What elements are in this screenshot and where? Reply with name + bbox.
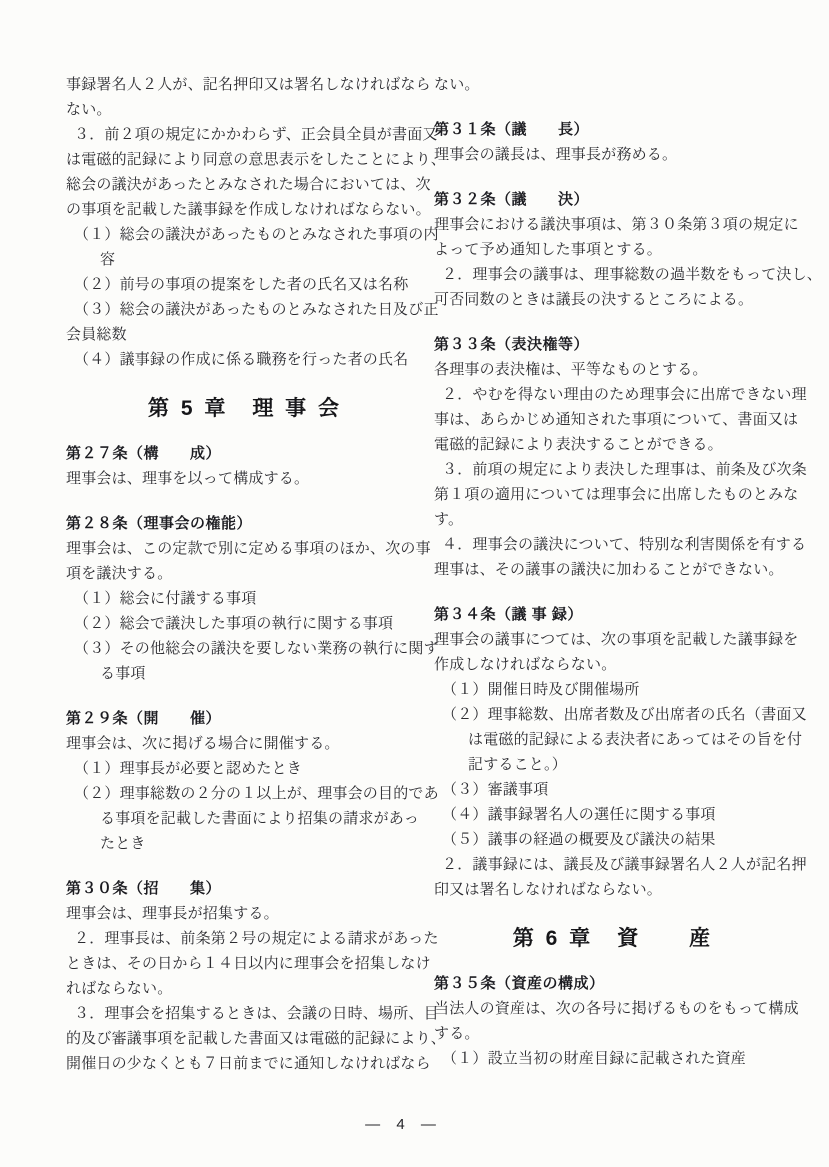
text-line: 理事会の議事につては、次の事項を記載した議事録を bbox=[434, 631, 799, 648]
article-heading: 第２８条（理事会の権能） bbox=[66, 515, 253, 532]
text-line: 理事会は、この定款で別に定める事項のほか、次の事 bbox=[66, 540, 431, 557]
text-line: （５）議事の経過の概要及び議決の結果 bbox=[442, 831, 716, 848]
text-line: ない。 bbox=[434, 76, 480, 93]
text-line: （４）議事録の作成に係る職務を行った者の氏名 bbox=[74, 351, 409, 368]
text-line: 容 bbox=[100, 251, 116, 268]
article-heading: 第３５条（資産の構成） bbox=[434, 975, 605, 992]
text-line: （４）議事録署名人の選任に関する事項 bbox=[442, 806, 716, 823]
text-line: 項を議決する。 bbox=[66, 565, 173, 582]
text-line: は電磁的記録により同意の意思表示をしたことにより、 bbox=[66, 151, 447, 168]
text-line: （２）前号の事項の提案をした者の氏名又は名称 bbox=[74, 276, 409, 293]
text-line: 会員総数 bbox=[66, 326, 127, 343]
text-line: ３．前項の規定により表決した理事は、前条及び次条 bbox=[442, 461, 807, 478]
chapter-heading: 第 5 章 理 事 会 bbox=[147, 397, 343, 420]
text-line: （１）設立当初の財産目録に記載された資産 bbox=[442, 1050, 747, 1067]
article-heading: 第３４条（議 事 録） bbox=[434, 606, 583, 623]
text-line: は電磁的記録による表決者にあってはその旨を付 bbox=[468, 731, 803, 748]
article-heading: 第３３条（表決権等） bbox=[434, 336, 590, 353]
text-line: ２．理事長は、前条第２号の規定による請求があった bbox=[74, 930, 439, 947]
article-heading: 第３２条（議 決） bbox=[434, 191, 590, 208]
article-heading: 第２９条（開 催） bbox=[66, 710, 222, 727]
text-line: （３）その他総会の議決を要しない業務の執行に関す bbox=[74, 640, 439, 657]
text-line: 総会の議決があったとみなされた場合においては、次 bbox=[66, 176, 431, 193]
text-line: （１）総会に付議する事項 bbox=[74, 590, 257, 607]
text-line: （１）総会の議決があったものとみなされた事項の内 bbox=[74, 226, 439, 243]
text-line: 理事会における議決事項は、第３０条第３項の規定に bbox=[434, 216, 799, 233]
text-line: （１）開催日時及び開催場所 bbox=[442, 681, 640, 698]
text-line: 理事会は、理事長が招集する。 bbox=[66, 905, 279, 922]
text-line: す。 bbox=[434, 511, 464, 528]
text-line: 開催日の少なくとも７日前までに通知しなければなら bbox=[66, 1055, 431, 1072]
text-line: （３）総会の議決があったものとみなされた日及び正 bbox=[74, 301, 439, 318]
article-heading: 第２７条（構 成） bbox=[66, 445, 222, 462]
text-line: 電磁的記録により表決することができる。 bbox=[434, 436, 723, 453]
text-line: 理事会の議長は、理事長が務める。 bbox=[434, 146, 678, 163]
text-line: 第１項の適用については理事会に出席したものとみな bbox=[434, 486, 799, 503]
text-line: よって予め通知した事項とする。 bbox=[434, 241, 663, 258]
text-line: （１）理事長が必要と認めたとき bbox=[74, 760, 303, 777]
right-column bbox=[434, 72, 823, 1071]
text-line: ４．理事会の議決について、特別な利害関係を有する bbox=[442, 536, 807, 553]
text-line: 理事会は、理事を以って構成する。 bbox=[66, 470, 310, 487]
text-line: 事録署名人２人が、記名押印又は署名しなければなら bbox=[66, 76, 431, 93]
text-line: ２．理事会の議事は、理事総数の過半数をもって決し、 bbox=[442, 266, 823, 283]
text-line: る事項を記載した書面により招集の請求があっ bbox=[100, 810, 420, 827]
text-line: る事項 bbox=[100, 665, 146, 682]
text-line: （２）理事総数、出席者数及び出席者の氏名（書面又 bbox=[442, 706, 807, 723]
text-line: 各理事の表決権は、平等なものとする。 bbox=[434, 361, 708, 378]
text-line: ２．議事録には、議長及び議事録署名人２人が記名押 bbox=[442, 856, 807, 873]
text-line: ときは、その日から１４日以内に理事会を招集しなけ bbox=[66, 955, 431, 972]
text-line: 事は、あらかじめ通知された事項について、書面又は bbox=[434, 411, 799, 428]
article-heading: 第３１条（議 長） bbox=[434, 121, 590, 138]
text-line: 印又は署名しなければならない。 bbox=[434, 881, 663, 898]
text-line: 当法人の資産は、次の各号に掲げるものをもって構成 bbox=[434, 1000, 799, 1017]
left-column bbox=[66, 72, 447, 1076]
text-line: たとき bbox=[100, 835, 146, 852]
text-line: （３）審議事項 bbox=[442, 781, 549, 798]
text-line: 理事会は、次に掲げる場合に開催する。 bbox=[66, 735, 340, 752]
text-line: （２）理事総数の２分の１以上が、理事会の目的であ bbox=[74, 785, 439, 802]
text-line: 的及び審議事項を記載した書面又は電磁的記録により、 bbox=[66, 1030, 447, 1047]
page-number: ― 4 ― bbox=[365, 1116, 442, 1133]
text-line: ３．理事会を招集するときは、会議の日時、場所、目 bbox=[74, 1005, 439, 1022]
text-line: する。 bbox=[434, 1025, 480, 1042]
text-line: ればならない。 bbox=[66, 980, 173, 997]
text-line: 理事は、その議事の議決に加わることができない。 bbox=[434, 561, 784, 578]
text-line: （２）総会で議決した事項の執行に関する事項 bbox=[74, 615, 394, 632]
text-line: ない。 bbox=[66, 101, 112, 118]
text-line: の事項を記載した議事録を作成しなければならない。 bbox=[66, 201, 431, 218]
text-line: ３．前２項の規定にかかわらず、正会員全員が書面又 bbox=[74, 126, 438, 143]
chapter-heading: 第 6 章 資 産 bbox=[512, 927, 714, 950]
text-line: 作成しなければならない。 bbox=[434, 656, 617, 673]
article-heading: 第３０条（招 集） bbox=[66, 880, 222, 897]
text-line: ２．やむを得ない理由のため理事会に出席できない理 bbox=[442, 386, 807, 403]
text-line: 記すること。） bbox=[468, 756, 567, 773]
text-line: 可否同数のときは議長の決するところによる。 bbox=[434, 291, 754, 308]
